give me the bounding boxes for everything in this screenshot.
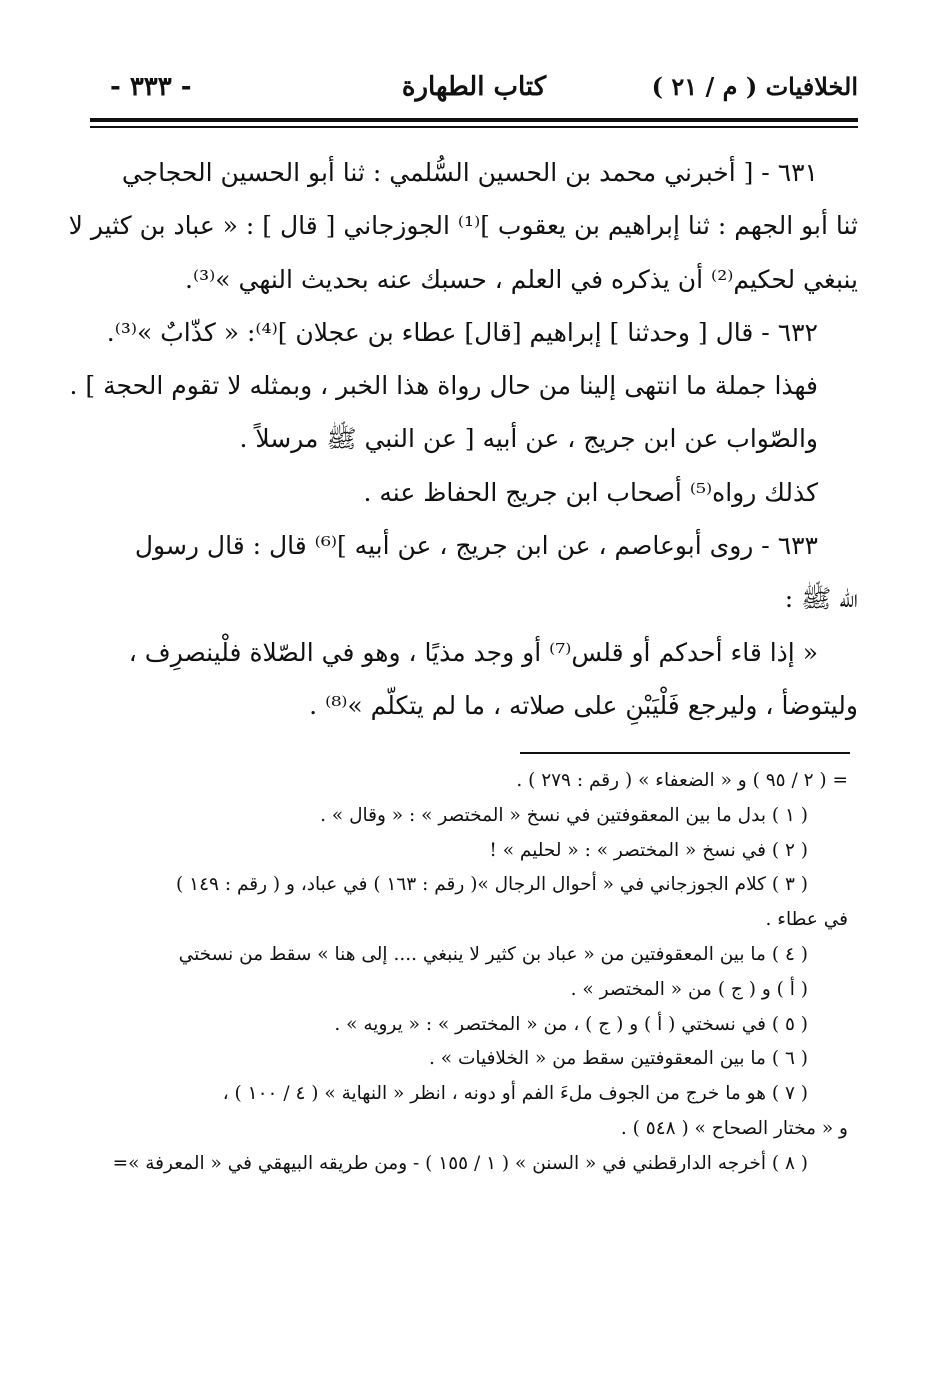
page-header bbox=[90, 72, 858, 112]
footnotes bbox=[80, 764, 848, 1182]
footnote-line: = ( ٢ / ٩٥ ) و « الضعفاء » ( رقم : ٢٧٩ ) . bbox=[516, 770, 848, 791]
footnote-line: ( ٧ ) هو ما خرج من الجوف ملءَ الفم أو دونه ، انظر « النهاية » ( ٤ / ١٠٠ ) ، bbox=[222, 1083, 808, 1105]
footnote-line: في عطاء . bbox=[765, 909, 848, 931]
footnote-line: ( أ ) و ( ج ) من « المختصر » . bbox=[570, 978, 808, 1000]
text-line: ٦٣١ - [ أخبرني محمد بن الحسين السُّلمي : ثنا أبو الحسين الحجاجي bbox=[121, 158, 818, 187]
page-number: - ٣٣٣ - bbox=[110, 72, 192, 102]
header-rule-thin bbox=[90, 126, 858, 128]
footnote-line: ( ٦ ) ما بين المعقوفتين سقط من « الخلافيات » . bbox=[428, 1048, 808, 1070]
footnote-line: ( ٨ ) أخرجه الدارقطني في « السنن » ( ١ / ١٥٥ ) - ومن طريقه البيهقي في « المعرفة »= bbox=[112, 1152, 808, 1174]
footnote-separator bbox=[520, 752, 850, 754]
text-line: ٦٣٣ - روى أبوعاصم ، عن ابن جريج ، عن أبيه ]⁽⁶⁾ قال : قال رسول bbox=[134, 531, 818, 561]
text-line: ثنا أبو الجهم : ثنا إبراهيم بن يعقوب ]⁽¹⁾ الجوزجاني [ قال ] : « عباد بن كثير لا bbox=[68, 211, 858, 241]
text-line: ينبغي لحكيم⁽²⁾ أن يذكره في العلم ، حسبك عنه بحديث النهي »⁽³⁾. bbox=[185, 264, 858, 294]
footnote-line: ( ١ ) بدل ما بين المعقوفتين في نسخ « المختصر » : « وقال » . bbox=[320, 804, 808, 826]
hadith-quote-line: وليتوضأ ، وليرجع فَلْيَبْنِ على صلاته ، ما لم يتكلّم »⁽⁸⁾ . bbox=[309, 690, 858, 720]
header-book-title: كتاب الطهارة bbox=[401, 72, 547, 102]
footnote-line: ( ٣ ) كلام الجوزجاني في « أحوال الرجال »( رقم : ١٦٣ ) في عباد، و ( رقم : ١٤٩ ) bbox=[176, 874, 808, 896]
text-line: الله ﷺ : bbox=[784, 584, 858, 614]
footnote-line: ( ٥ ) في نسختي ( أ ) و ( ج ) ، من « المختصر » : « يرويه » . bbox=[334, 1013, 808, 1035]
footnote-line: ( ٤ ) ما بين المعقوفتين من « عباد بن كثير لا ينبغي .... إلى هنا » سقط من نسختي bbox=[178, 943, 808, 965]
main-text bbox=[68, 146, 858, 732]
header-section-label: الخلافيات ( م / ٢١ ) bbox=[651, 72, 858, 101]
text-line: كذلك رواه⁽⁵⁾ أصحاب ابن جريج الحفاظ عنه . bbox=[363, 477, 818, 507]
footnote-line: و « مختار الصحاح » ( ٥٤٨ ) . bbox=[620, 1117, 848, 1139]
text-line: فهذا جملة ما انتهى إلينا من حال رواة هذا الخبر ، وبمثله لا تقوم الحجة ] . bbox=[69, 371, 818, 401]
footnote-line: ( ٢ ) في نسخ « المختصر » : « لحليم » ! bbox=[489, 839, 808, 861]
hadith-quote-line: « إذا قاء أحدكم أو قلس⁽⁷⁾ أو وجد مذيًا ، وهو في الصّلاة فلْينصرِف ، bbox=[128, 637, 818, 667]
header-rule-thick bbox=[90, 118, 858, 122]
text-line: ٦٣٢ - قال [ وحدثنا ] إبراهيم [قال] عطاء بن عجلان ]⁽⁴⁾: « كذّابٌ »⁽³⁾. bbox=[106, 317, 818, 347]
text-line: والصّواب عن ابن جريج ، عن أبيه [ عن النبي ﷺ مرسلاً . bbox=[239, 424, 818, 454]
